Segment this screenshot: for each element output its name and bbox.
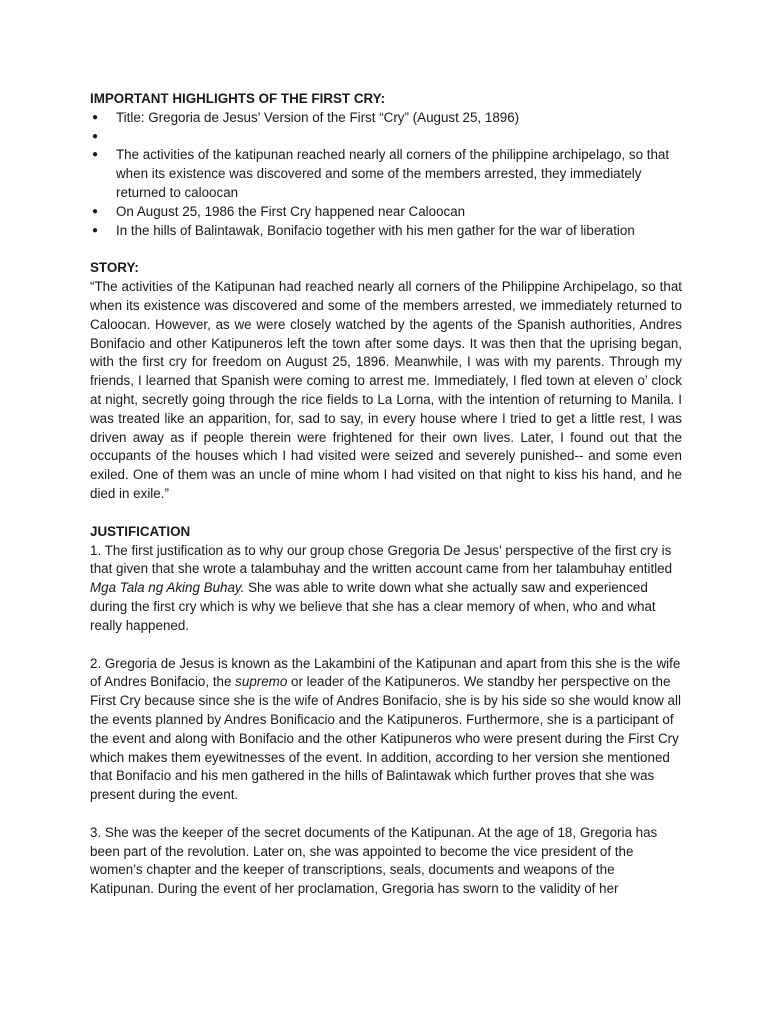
story-text: “The activities of the Katipunan had reached nearly all corners of the Philippine Archipelago, so that when its existence was discovered and some of the members arrested, we immediately returned to Caloocan. However, as we were closely watched by the agents of the Spanish authorities, Andres Bonifacio and other Katipuneros left the town after some days. It was then that the uprising began, with the first cry for freedom on August 25, 1896. Meanwhile, I was with my parents. Through my friends, I learned that Spanish were coming to arrest me. Immediately, I fled town at eleven o’ clock at night, secretly going through the rice fields to La Lorna, with the intention of returning to Manila. I was treated like an apparition, for, sad to say, in every house where I tried to get a little rest, I was driven away as if people therein were frightened for their own lives. Later, I found out that the occupants of the houses which I had visited were seized and severely punished-- and some even exiled. One of them was an uncle of mine whom I had visited on that night to kiss his hand, and he died in exile.” xyxy=(90,279,682,501)
spacer xyxy=(90,240,682,259)
document-page xyxy=(90,90,682,899)
justification-1-text-b: She was able to write down what she actually saw and experienced during the first cry which is why we believe that she has a clear memory of when, who and what really happened. xyxy=(90,580,656,633)
spacer xyxy=(90,636,682,655)
highlight-item-empty xyxy=(90,128,682,147)
highlight-item: ● The activities of the katipunan reached nearly all corners of the philippine archipelago, so that when its existence was discovered and some of the members arrested, they immediately returned to caloocan xyxy=(90,146,682,202)
story-heading: STORY: xyxy=(90,260,139,276)
highlights-heading: IMPORTANT HIGHLIGHTS OF THE FIRST CRY: xyxy=(90,91,386,106)
justification-2-text-b: or leader of the Katipuneros. We standby her perspective on the First Cry because since she is the wife of Andres Bonifacio, she is by his side so she would know all the events planned by Andres Bonificacio and the Katipuneros. Furthermore, she is a participant of the event and along with Bonifacio and the other Katipuneros who were present during the First Cry which makes them eyewitnesses of the event. In addition, according to her version she mentioned that Bonifacio and his men gathered in the hills of Balintawak which further proves that she was present during the event. xyxy=(90,674,681,803)
justification-paragraph-3: 3. She was the keeper of the secret documents of the Katipunan. At the age of 18, Gregoria has been part of the revolution. Later on, she was appointed to become the vice president of the women’s chapter and the keeper of transcriptions, seals, documents and weapons of the Katipunan. During the event of her proclamation, Gregoria has sworn to the validity of her xyxy=(90,824,658,897)
justification-heading: JUSTIFICATION xyxy=(90,523,191,539)
justification-1-text-a: 1. The first justification as to why our group chose Gregoria De Jesus' perspective of the first cry is that given that she wrote a talambuhay and the written account came from her talambuhay entitled xyxy=(90,542,673,577)
book-title: Mga Tala ng Aking Buhay. xyxy=(90,580,245,596)
justification-2-text-a: 2. Gregoria de Jesus is known as the Lakambini of the Katipunan and apart from this she is the wife of Andres Bonifacio, the xyxy=(90,655,681,690)
highlight-item: ● In the hills of Balintawak, Bonifacio together with his men gather for the war of liberation xyxy=(90,222,682,241)
supremo-term: supremo xyxy=(235,674,288,690)
spacer xyxy=(90,504,682,523)
justification-paragraph-2 xyxy=(90,655,682,805)
justification-paragraph-1 xyxy=(90,542,682,636)
highlights-list xyxy=(90,109,682,241)
highlight-item: ● Title: Gregoria de Jesus’ Version of the First “Cry” (August 25, 1896) xyxy=(90,109,682,128)
highlight-item: ● On August 25, 1986 the First Cry happened near Caloocan xyxy=(90,203,682,222)
spacer xyxy=(90,805,682,824)
